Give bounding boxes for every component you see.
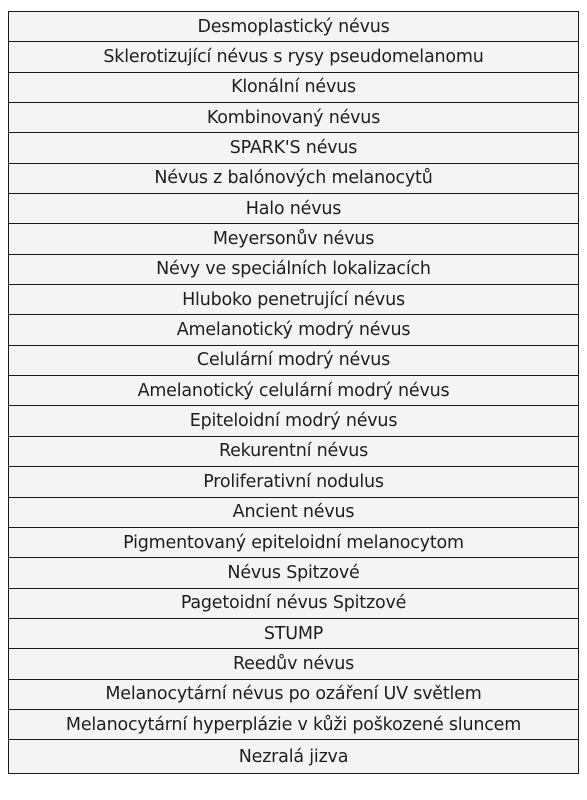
table-row: Nezralá jizva: [238, 746, 349, 767]
table-row: Rekurentní névus: [9, 437, 578, 467]
table-row: Klonální névus: [9, 73, 578, 103]
table-row: Kombinovaný névus: [9, 103, 578, 133]
table-row: Névy ve speciálních lokalizacích: [9, 255, 578, 285]
table-row: Proliferativní nodulus: [9, 467, 578, 497]
table-row: Melanocytární hyperplázie v kůži poškozené sluncem: [9, 710, 578, 740]
table-row: Reedův névus: [9, 649, 578, 679]
table-row: Halo névus: [9, 194, 578, 224]
table-row: Hluboko penetrující névus: [9, 285, 578, 315]
table-row: Epiteloidní modrý névus: [9, 406, 578, 436]
table-row: Meyersonův névus: [9, 224, 578, 254]
table-row: Névus z balónových melanocytů: [9, 164, 578, 194]
table-row: Celulární modrý névus: [9, 346, 578, 376]
table-row: Ancient névus: [9, 498, 578, 528]
table-row: Sklerotizující névus s rysy pseudomelanomu: [9, 42, 578, 72]
table-row: Desmoplastický névus: [9, 12, 578, 42]
table-row: Pagetoidní névus Spitzové: [9, 589, 578, 619]
table-row: Amelanotický celulární modrý névus: [9, 376, 578, 406]
table-row: Melanocytární névus po ozáření UV světlem: [9, 680, 578, 710]
table-row: STUMP: [9, 619, 578, 649]
table-row: Amelanotický modrý névus: [9, 315, 578, 345]
lesion-table: [8, 11, 579, 774]
table-row: Pigmentovaný epiteloidní melanocytom: [9, 528, 578, 558]
table-row: Névus Spitzové: [9, 558, 578, 588]
table-row: SPARK'S névus: [9, 133, 578, 163]
